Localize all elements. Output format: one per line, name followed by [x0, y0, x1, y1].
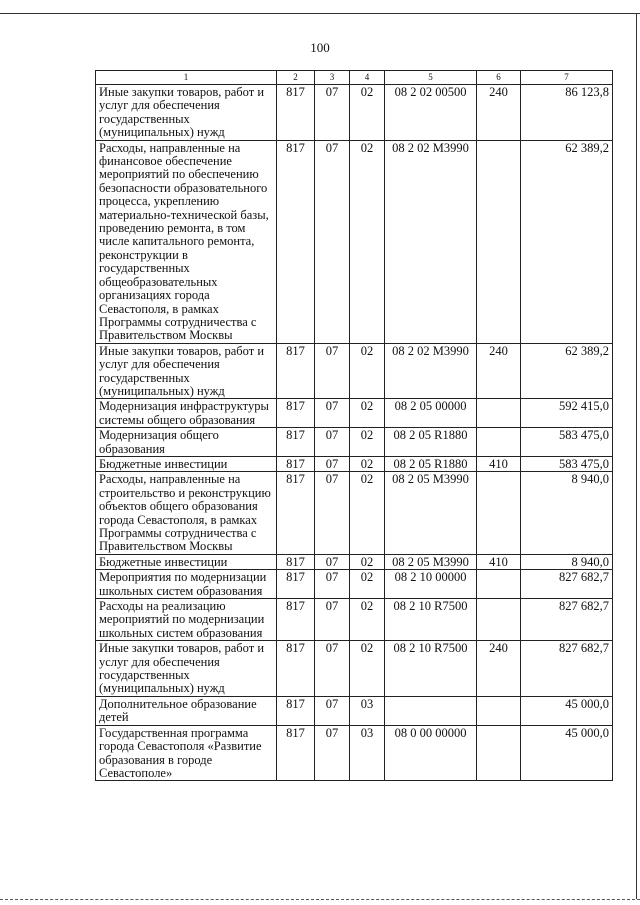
row-amount-cell: 583 475,0	[521, 456, 613, 471]
table-header-row	[96, 71, 613, 85]
row-name-cell: Иные закупки товаров, работ и услуг для обеспечения государственных (муниципальных) нужд	[96, 641, 277, 697]
row-subsection-cell: 02	[350, 85, 385, 141]
row-expense-type-cell	[477, 696, 521, 725]
column-header: 3	[315, 71, 350, 85]
row-name-cell: Мероприятия по модернизации школьных систем образования	[96, 570, 277, 599]
row-amount-cell: 827 682,7	[521, 570, 613, 599]
row-target-article-cell: 08 2 02 00500	[385, 85, 477, 141]
row-name-cell: Расходы на реализацию мероприятий по модернизации школьных систем образования	[96, 599, 277, 641]
row-subsection-cell: 02	[350, 399, 385, 428]
column-header: 4	[350, 71, 385, 85]
row-name-cell: Иные закупки товаров, работ и услуг для обеспечения государственных (муниципальных) нужд	[96, 85, 277, 141]
page-right-border	[636, 13, 637, 899]
row-amount-cell: 827 682,7	[521, 599, 613, 641]
table-row	[96, 85, 613, 141]
row-amount-cell: 827 682,7	[521, 641, 613, 697]
row-amount-cell: 8 940,0	[521, 472, 613, 554]
row-expense-type-cell	[477, 472, 521, 554]
row-amount-cell: 583 475,0	[521, 428, 613, 457]
row-name-cell: Государственная программа города Севастополя «Развитие образования в городе Севастополе»	[96, 725, 277, 781]
row-target-article-cell: 08 2 10 R7500	[385, 599, 477, 641]
row-target-article-cell: 08 2 05 R1880	[385, 428, 477, 457]
row-subsection-cell: 02	[350, 599, 385, 641]
row-amount-cell: 592 415,0	[521, 399, 613, 428]
row-subsection-cell: 03	[350, 725, 385, 781]
row-section-cell: 07	[315, 641, 350, 697]
row-subsection-cell: 02	[350, 456, 385, 471]
table-row	[96, 428, 613, 457]
column-header: 6	[477, 71, 521, 85]
row-expense-type-cell	[477, 570, 521, 599]
row-expense-type-cell	[477, 599, 521, 641]
row-code-cell: 817	[277, 343, 315, 399]
row-target-article-cell: 08 2 10 00000	[385, 570, 477, 599]
row-section-cell: 07	[315, 85, 350, 141]
row-code-cell: 817	[277, 641, 315, 697]
row-section-cell: 07	[315, 570, 350, 599]
row-code-cell: 817	[277, 554, 315, 569]
row-amount-cell: 8 940,0	[521, 554, 613, 569]
row-target-article-cell: 08 2 02 М3990	[385, 343, 477, 399]
row-expense-type-cell: 240	[477, 85, 521, 141]
table-row	[96, 696, 613, 725]
row-subsection-cell: 02	[350, 570, 385, 599]
row-name-cell: Бюджетные инвестиции	[96, 456, 277, 471]
page-number: 100	[310, 40, 330, 55]
row-code-cell: 817	[277, 428, 315, 457]
row-section-cell: 07	[315, 554, 350, 569]
row-expense-type-cell: 410	[477, 456, 521, 471]
column-header: 7	[521, 71, 613, 85]
row-section-cell: 07	[315, 428, 350, 457]
row-subsection-cell: 02	[350, 428, 385, 457]
row-code-cell: 817	[277, 140, 315, 343]
table-row	[96, 399, 613, 428]
budget-table	[95, 70, 613, 781]
row-expense-type-cell: 240	[477, 343, 521, 399]
page-bottom-border	[0, 899, 640, 900]
row-amount-cell: 86 123,8	[521, 85, 613, 141]
row-name-cell: Иные закупки товаров, работ и услуг для обеспечения государственных (муниципальных) нужд	[96, 343, 277, 399]
row-target-article-cell	[385, 696, 477, 725]
table-row	[96, 599, 613, 641]
row-target-article-cell: 08 2 02 М3990	[385, 140, 477, 343]
table-row	[96, 554, 613, 569]
row-expense-type-cell: 240	[477, 641, 521, 697]
column-header: 1	[96, 71, 277, 85]
row-target-article-cell: 08 2 10 R7500	[385, 641, 477, 697]
row-code-cell: 817	[277, 85, 315, 141]
row-subsection-cell: 02	[350, 641, 385, 697]
row-code-cell: 817	[277, 725, 315, 781]
page-top-border	[0, 13, 640, 14]
row-target-article-cell: 08 2 05 М3990	[385, 472, 477, 554]
row-section-cell: 07	[315, 696, 350, 725]
row-target-article-cell: 08 2 05 R1880	[385, 456, 477, 471]
row-code-cell: 817	[277, 472, 315, 554]
row-expense-type-cell	[477, 428, 521, 457]
row-section-cell: 07	[315, 399, 350, 428]
row-section-cell: 07	[315, 456, 350, 471]
row-code-cell: 817	[277, 456, 315, 471]
row-subsection-cell: 02	[350, 140, 385, 343]
row-subsection-cell: 03	[350, 696, 385, 725]
row-name-cell: Расходы, направленные на строительство и реконструкцию объектов общего образования города Севастополя, в рамках Программы сотрудничества с Правительством Москвы	[96, 472, 277, 554]
row-expense-type-cell: 410	[477, 554, 521, 569]
row-name-cell: Модернизация инфраструктуры системы общего образования	[96, 399, 277, 428]
row-name-cell: Дополнительное образование детей	[96, 696, 277, 725]
row-amount-cell: 45 000,0	[521, 696, 613, 725]
row-target-article-cell: 08 0 00 00000	[385, 725, 477, 781]
table-row	[96, 456, 613, 471]
row-code-cell: 817	[277, 570, 315, 599]
row-name-cell: Расходы, направленные на финансовое обеспечение мероприятий по обеспечению безопасности образовательного процесса, укреплению материально-технической базы, проведению ремонта, в том числе капитального ремонта, реконструкции в государственных общеобразовательных организациях города Севастополя, в рамках Программы сотрудничества с Правительством Москвы	[96, 140, 277, 343]
row-name-cell: Модернизация общего образования	[96, 428, 277, 457]
row-section-cell: 07	[315, 140, 350, 343]
row-code-cell: 817	[277, 599, 315, 641]
table-row	[96, 140, 613, 343]
row-subsection-cell: 02	[350, 554, 385, 569]
row-amount-cell: 62 389,2	[521, 140, 613, 343]
row-amount-cell: 62 389,2	[521, 343, 613, 399]
row-expense-type-cell	[477, 140, 521, 343]
column-header: 2	[277, 71, 315, 85]
row-section-cell: 07	[315, 725, 350, 781]
row-name-cell: Бюджетные инвестиции	[96, 554, 277, 569]
row-expense-type-cell	[477, 725, 521, 781]
row-target-article-cell: 08 2 05 00000	[385, 399, 477, 428]
row-subsection-cell: 02	[350, 343, 385, 399]
row-target-article-cell: 08 2 05 М3990	[385, 554, 477, 569]
table-row	[96, 725, 613, 781]
row-code-cell: 817	[277, 399, 315, 428]
table-row	[96, 641, 613, 697]
column-header: 5	[385, 71, 477, 85]
table-row	[96, 570, 613, 599]
row-subsection-cell: 02	[350, 472, 385, 554]
row-expense-type-cell	[477, 399, 521, 428]
table-row	[96, 343, 613, 399]
row-section-cell: 07	[315, 599, 350, 641]
row-code-cell: 817	[277, 696, 315, 725]
row-amount-cell: 45 000,0	[521, 725, 613, 781]
row-section-cell: 07	[315, 343, 350, 399]
row-section-cell: 07	[315, 472, 350, 554]
table-row	[96, 472, 613, 554]
